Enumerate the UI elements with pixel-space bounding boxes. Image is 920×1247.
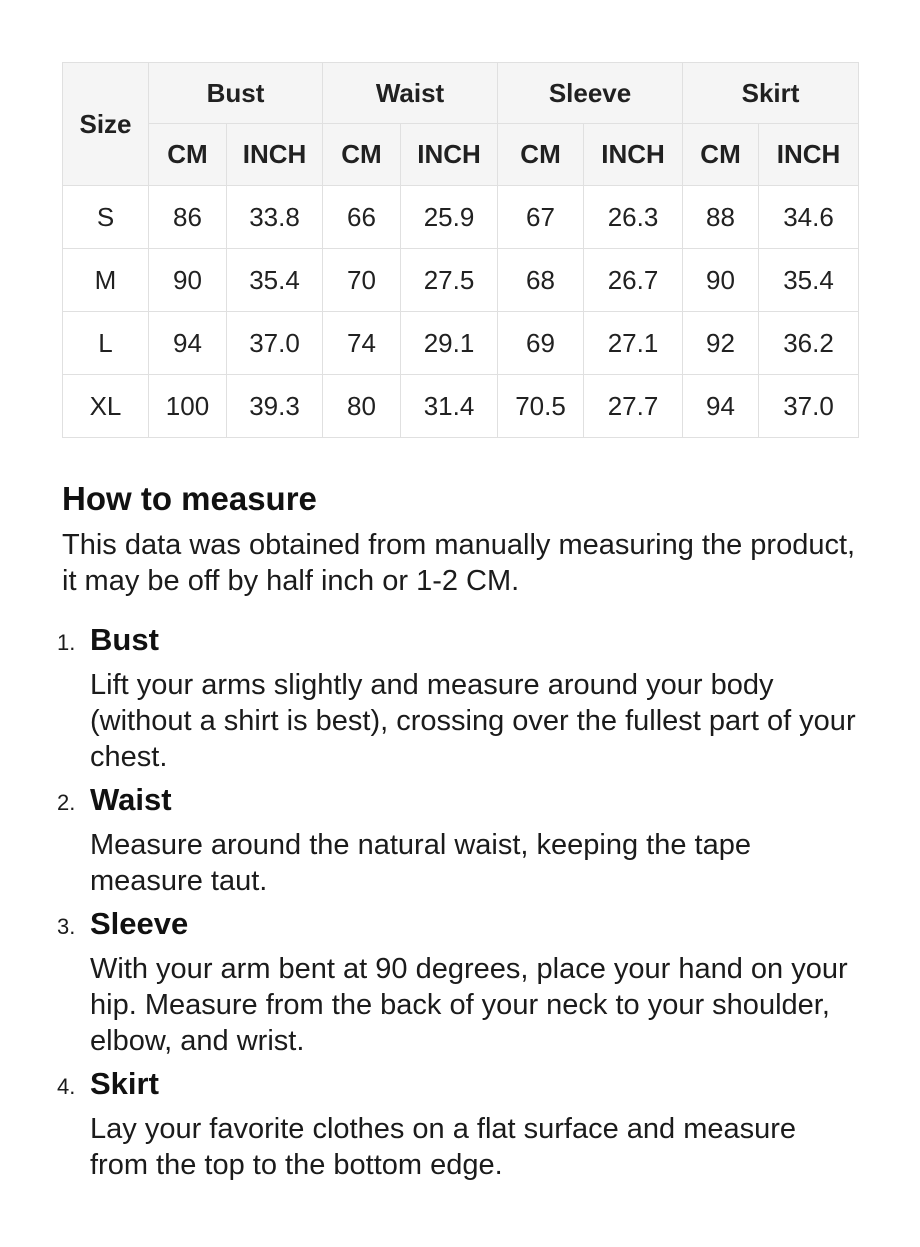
step-description: Measure around the natural waist, keeping the tape measure taut. <box>90 829 751 897</box>
measurement-value: 34.6 <box>759 186 859 249</box>
skirt-inch-header: INCH <box>759 124 859 186</box>
measurement-value: 70 <box>323 249 401 312</box>
measurement-value: 35.4 <box>759 249 859 312</box>
measurement-value: 39.3 <box>227 375 323 438</box>
measurement-value: 33.8 <box>227 186 323 249</box>
step-waist <box>57 781 862 899</box>
measurement-value: 27.1 <box>584 312 683 375</box>
measurement-value: 66 <box>323 186 401 249</box>
sleeve-cm-header: CM <box>498 124 584 186</box>
bust-cm-header: CM <box>149 124 227 186</box>
measurement-value: 35.4 <box>227 249 323 312</box>
step-description: Lift your arms slightly and measure around your body (without a shirt is best), crossing over the fullest part of your chest. <box>90 669 856 773</box>
measurement-value: 86 <box>149 186 227 249</box>
measurement-value: 88 <box>683 186 759 249</box>
size-label: M <box>63 249 149 312</box>
step-title: Sleeve <box>90 906 189 941</box>
step-title: Skirt <box>90 1066 159 1101</box>
size-row-m <box>63 249 859 312</box>
step-sleeve <box>57 905 862 1059</box>
size-row-l <box>63 312 859 375</box>
skirt-cm-header: CM <box>683 124 759 186</box>
sleeve-group-header: Sleeve <box>498 63 683 124</box>
measurement-value: 25.9 <box>401 186 498 249</box>
step-number: 1. <box>57 630 76 655</box>
waist-cm-header: CM <box>323 124 401 186</box>
measurement-value: 36.2 <box>759 312 859 375</box>
step-skirt-heading <box>57 1065 862 1103</box>
size-column-header: Size <box>63 63 149 186</box>
step-title: Bust <box>90 622 159 657</box>
size-row-s <box>63 186 859 249</box>
bust-inch-header: INCH <box>227 124 323 186</box>
measurement-value: 31.4 <box>401 375 498 438</box>
step-skirt <box>57 1065 862 1183</box>
measurement-value: 27.5 <box>401 249 498 312</box>
step-number: 4. <box>57 1074 76 1099</box>
measurement-value: 69 <box>498 312 584 375</box>
measure-steps-list <box>57 621 862 1183</box>
size-label: XL <box>63 375 149 438</box>
step-number: 2. <box>57 790 76 815</box>
waist-group-header: Waist <box>323 63 498 124</box>
step-description: Lay your favorite clothes on a flat surface and measure from the top to the bottom edge. <box>90 1113 797 1181</box>
measurement-value: 29.1 <box>401 312 498 375</box>
measurement-value: 26.3 <box>584 186 683 249</box>
step-bust <box>57 621 862 775</box>
step-bust-heading <box>57 621 862 659</box>
sleeve-inch-header: INCH <box>584 124 683 186</box>
step-title: Waist <box>90 782 172 817</box>
measurement-value: 74 <box>323 312 401 375</box>
size-label: L <box>63 312 149 375</box>
step-number: 3. <box>57 914 76 939</box>
skirt-group-header: Skirt <box>683 63 859 124</box>
measurement-value: 27.7 <box>584 375 683 438</box>
measurement-value: 80 <box>323 375 401 438</box>
bust-group-header: Bust <box>149 63 323 124</box>
size-label: S <box>63 186 149 249</box>
how-to-measure-title: How to measure <box>62 480 317 517</box>
waist-inch-header: INCH <box>401 124 498 186</box>
step-sleeve-heading <box>57 905 862 943</box>
measurement-value: 68 <box>498 249 584 312</box>
measurement-value: 67 <box>498 186 584 249</box>
measurement-value: 92 <box>683 312 759 375</box>
step-description: With your arm bent at 90 degrees, place your hand on your hip. Measure from the back of your neck to your shoulder, elbow, and wrist. <box>90 953 848 1057</box>
measurement-value: 70.5 <box>498 375 584 438</box>
measurement-value: 26.7 <box>584 249 683 312</box>
measurement-value: 94 <box>149 312 227 375</box>
measurement-value: 90 <box>683 249 759 312</box>
measurement-value: 37.0 <box>759 375 859 438</box>
measurement-value: 90 <box>149 249 227 312</box>
size-chart-table <box>62 62 859 438</box>
step-waist-heading <box>57 781 862 819</box>
measurement-value: 37.0 <box>227 312 323 375</box>
measure-disclaimer-text: This data was obtained from manually measuring the product, it may be off by half inch or 1-2 CM. <box>62 529 856 597</box>
measurement-value: 94 <box>683 375 759 438</box>
measurement-value: 100 <box>149 375 227 438</box>
size-row-xl <box>63 375 859 438</box>
